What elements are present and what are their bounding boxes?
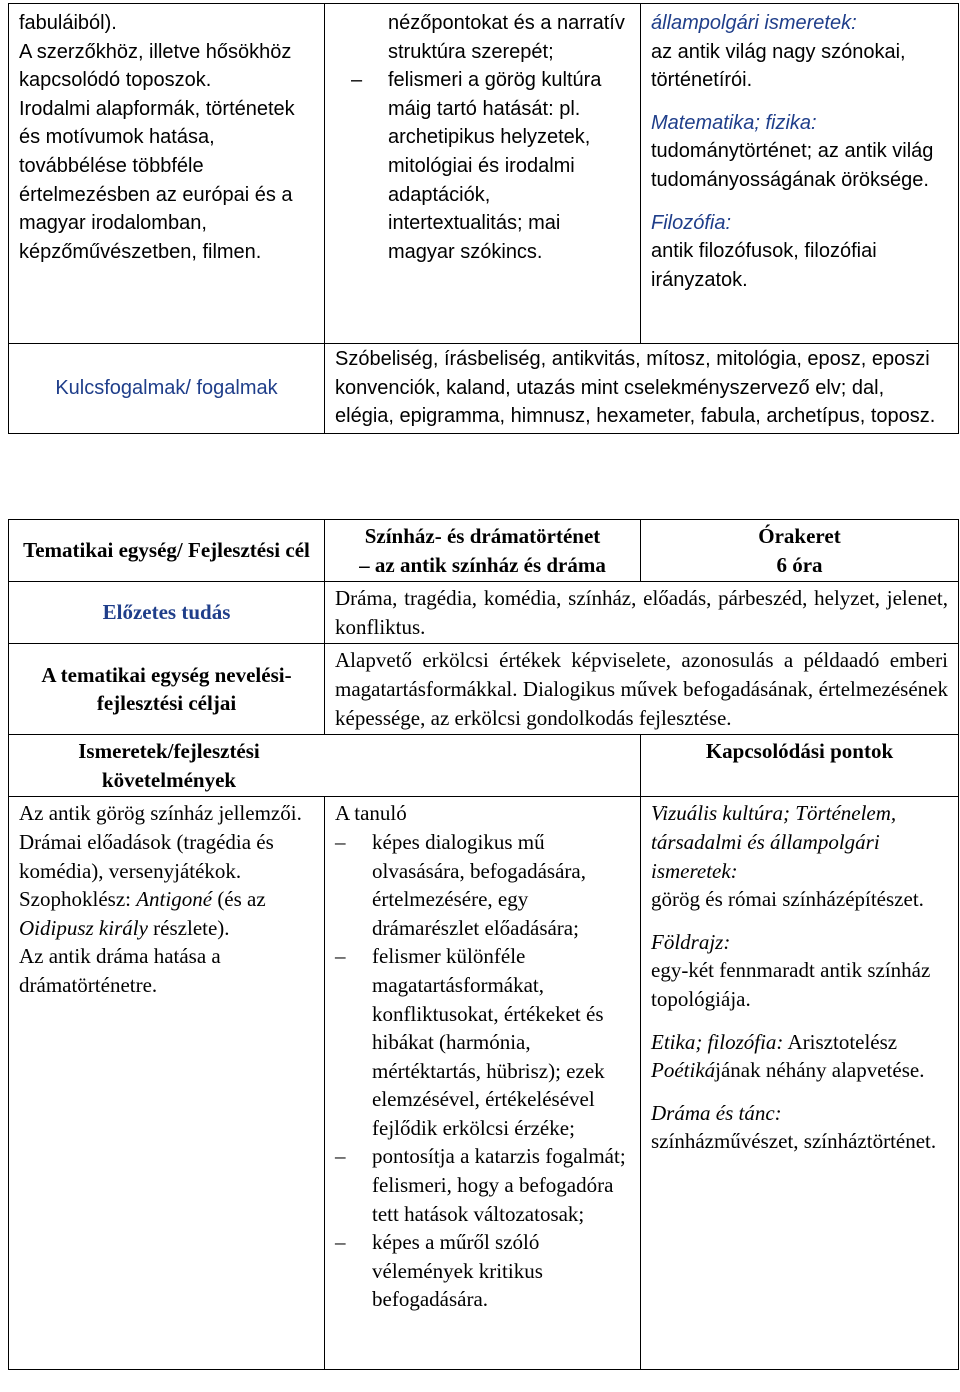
orakeret-value: 6 óra <box>776 552 823 577</box>
link-body: színházművészet, színháztörténet. <box>651 1129 937 1154</box>
link-body: görög és római színházépítészet. <box>651 887 924 912</box>
list-item: – felismer különféle magatartásformákat, konfliktusokat, értékeket és hibákat (harmónia, mértéktartás, hübrisz); ezek elemzésével, értékelésével fejlődik erkölcsi érzéke; <box>335 942 630 1142</box>
link-body: tudománytörténet; az antik világ tudományosságának öröksége. <box>651 140 934 191</box>
content-cell <box>9 797 325 1370</box>
tanulo-cell <box>325 797 641 1370</box>
celok-label: A tematikai egység nevelési-fejlesztési céljai <box>9 644 325 735</box>
link-heading: Matematika; fizika: <box>651 111 817 134</box>
link-block <box>651 209 948 295</box>
table-1-row-1 <box>9 4 959 344</box>
unit-title <box>325 520 641 582</box>
middle-cell-list <box>351 66 630 266</box>
left-cell: fabuláiból). A szerzőkhöz, illetve hősökhöz kapcsolódó toposzok. Irodalmi alapformák, történetek és motívumok hatása, továbbélése többféle értelmezésben az európai és a magyar irodalomban, képzőművészetben, filmen. <box>9 4 325 344</box>
elozetes-text: Dráma, tragédia, komédia, színház, előadás, párbeszéd, helyzet, jelenet, konfliktus. <box>325 582 959 644</box>
tanulo-list <box>335 828 630 1314</box>
content-p1: Az antik görög színház jellemzői. <box>19 801 302 826</box>
unit-title-line2: – az antik színház és dráma <box>359 552 606 577</box>
link-heading: Földrajz: <box>651 929 731 954</box>
link-body: antik filozófusok, filozófiai irányzatok. <box>651 240 877 291</box>
kapcs-cell <box>641 797 959 1370</box>
link-heading: állampolgári ismeretek: <box>651 12 857 34</box>
elozetes-row <box>9 582 959 644</box>
content-p3: Szophoklész: Antigoné (és az Oidipusz király részlete). <box>19 887 266 940</box>
tanulo-intro: A tanuló <box>335 801 407 826</box>
link-body: az antik világ nagy szónokai, történetírói. <box>651 40 906 92</box>
middle-cell <box>325 4 641 344</box>
elozetes-label: Előzetes tudás <box>9 582 325 644</box>
link-block <box>651 9 948 95</box>
list-item: – képes dialogikus mű olvasására, befogadására, értelmezésére, egy drámarészlet előadására; <box>335 828 630 942</box>
link-block <box>651 799 948 913</box>
table-1-row-2 <box>9 344 959 434</box>
list-item: – képes a műről szóló vélemények kritikus befogadására. <box>335 1228 630 1314</box>
kulcs-label: Kulcsfogalmak/ fogalmak <box>9 344 325 434</box>
right-cell <box>641 4 959 344</box>
ismeretek-label: Ismeretek/fejlesztési követelmények <box>9 735 641 797</box>
table-2 <box>8 519 959 1370</box>
header-row <box>9 520 959 582</box>
link-heading: Dráma és tánc: <box>651 1100 782 1125</box>
tematikai-label: Tematikai egység/ Fejlesztési cél <box>9 520 325 582</box>
link-block <box>651 1099 948 1156</box>
orakeret <box>641 520 959 582</box>
list-item: – felismeri a görög kultúra máig tartó hatását: pl. archetipikus helyzetek, mitológiai és irodalmi adaptációk, intertextualitás; mai magyar szókincs. <box>351 66 630 266</box>
link-heading: Vizuális kultúra; Történelem, társadalmi és állampolgári ismeretek: <box>651 801 897 883</box>
table-1 <box>8 3 959 434</box>
link-block: Etika; filozófia: Arisztotelész Poétikájának néhány alapvetése. <box>651 1029 925 1083</box>
link-heading: Etika; filozófia: <box>651 1029 784 1054</box>
subheader-row <box>9 735 959 797</box>
orakeret-label: Órakeret <box>758 524 841 548</box>
kapcsolodasi-label: Kapcsolódási pontok <box>641 735 959 797</box>
content-row <box>9 797 959 1370</box>
middle-cell-intro: nézőpontokat és a narratív struktúra szerepét; <box>388 12 625 63</box>
list-item: – pontosítja a katarzis fogalmát; felismeri, hogy a befogadóra tett hatások változatosak; <box>335 1142 630 1228</box>
content-p2: Drámai előadások (tragédia és komédia), versenyjátékok. <box>19 829 274 883</box>
link-heading: Filozófia: <box>651 211 732 234</box>
link-body: egy-két fennmaradt antik színház topológiája. <box>651 958 931 1011</box>
celok-text: Alapvető erkölcsi értékek képviselete, azonosulás a példaadó emberi magatartásformákkal. Dialogikus művek befogadásának, értelmezésének képessége, az erkölcsi gondolkodás fejlesztése. <box>325 644 959 735</box>
link-block <box>651 928 948 1014</box>
link-block <box>651 109 948 195</box>
celok-row <box>9 644 959 735</box>
unit-title-line1: Színház- és drámatörténet <box>364 524 601 548</box>
kulcs-text: Szóbeliség, írásbeliség, antikvitás, mítosz, mitológia, eposz, eposzi konvenciók, kaland, utazás mint cselekményszervező elv; dal, elégia, epigramma, himnusz, hexameter, fabula, archetípus, toposz. <box>325 344 959 434</box>
content-p4: Az antik dráma hatása a drámatörténetre. <box>19 944 221 997</box>
